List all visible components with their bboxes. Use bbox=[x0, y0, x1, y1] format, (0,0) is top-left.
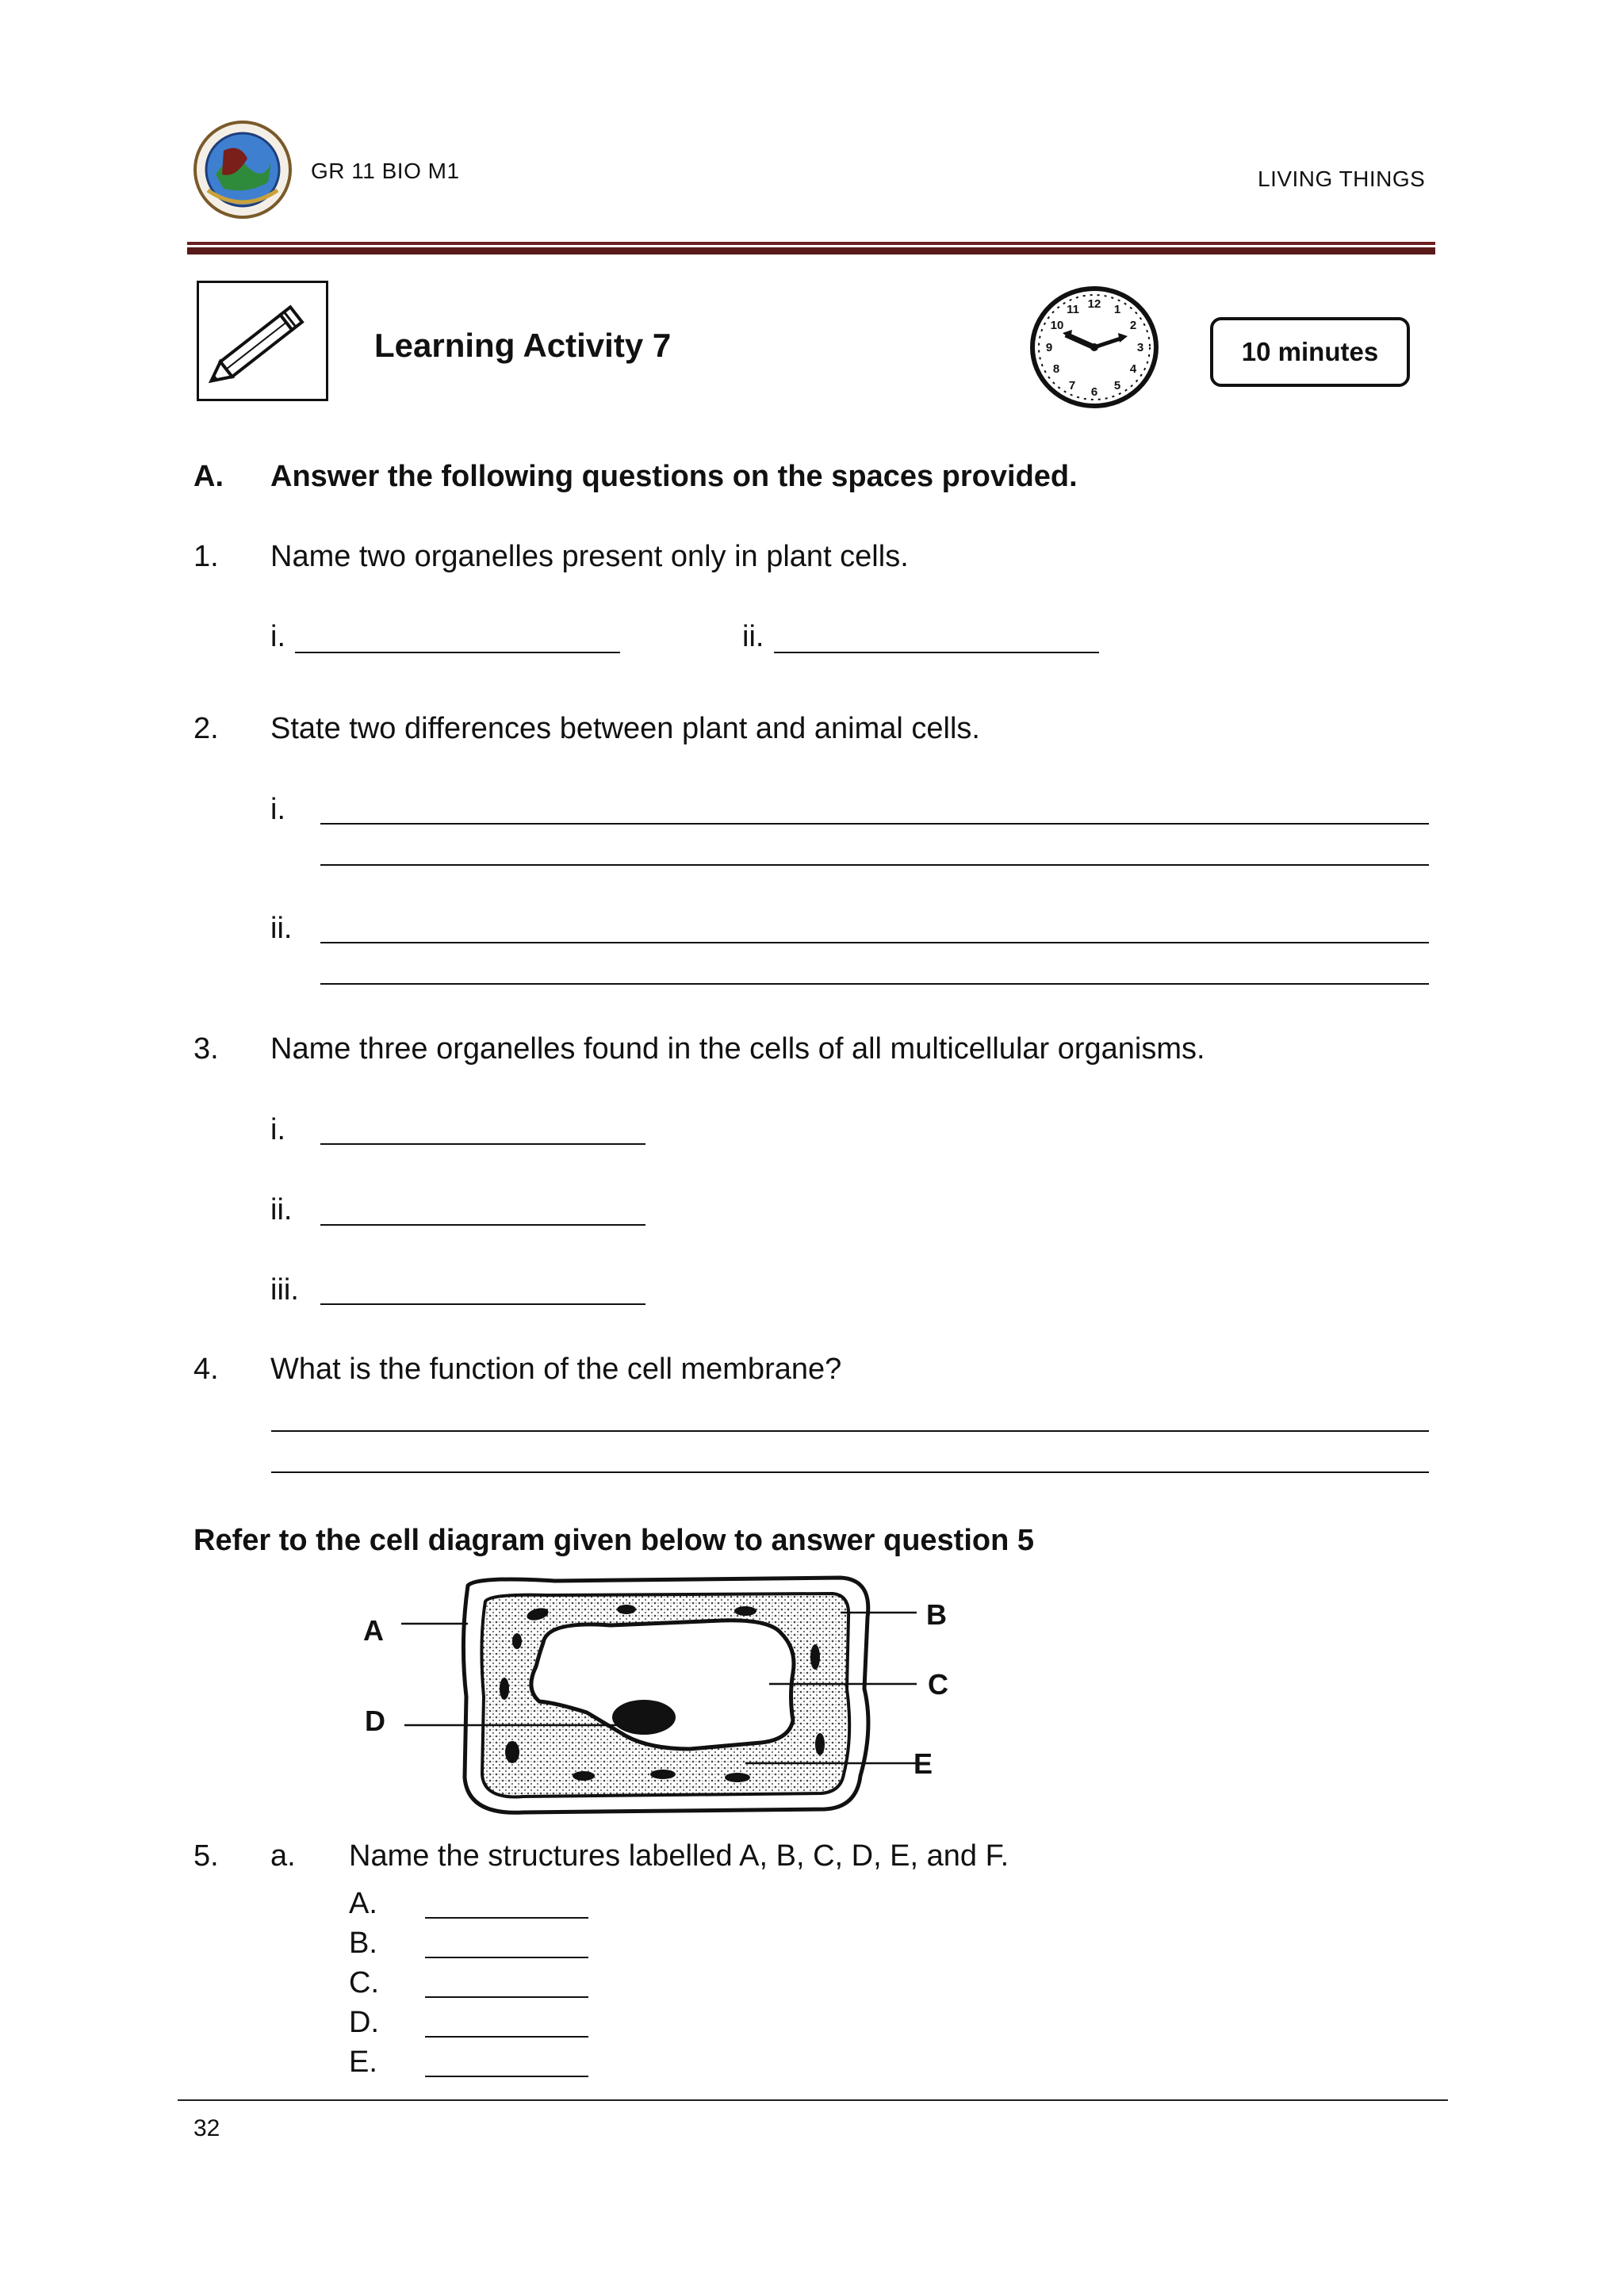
svg-text:11: 11 bbox=[1067, 303, 1079, 316]
course-code: GR 11 BIO M1 bbox=[311, 159, 460, 183]
q1-ii-answer-line[interactable] bbox=[774, 652, 1099, 653]
section-instruction: Answer the following questions on the spaces provided. bbox=[270, 460, 1078, 493]
diagram-label-c: C bbox=[928, 1668, 948, 1701]
q3-i-answer-line[interactable] bbox=[320, 1143, 645, 1145]
q5-text: Name the structures labelled A, B, C, D, E, and F. bbox=[349, 1839, 1009, 1873]
module-title: LIVING THINGS bbox=[1258, 166, 1426, 191]
footer-rule bbox=[178, 2099, 1448, 2101]
q1-i-label: i. bbox=[270, 620, 285, 653]
diagram-label-e: E bbox=[914, 1747, 933, 1780]
q2-ii-label: ii. bbox=[270, 912, 293, 945]
svg-text:2: 2 bbox=[1129, 319, 1137, 332]
svg-text:7: 7 bbox=[1068, 379, 1076, 392]
q5-answer-line-a[interactable] bbox=[425, 1917, 588, 1919]
section-letter: A. bbox=[193, 460, 224, 493]
q5-label-b: B. bbox=[349, 1927, 377, 1960]
activity-title: Learning Activity 7 bbox=[374, 327, 672, 364]
q5-answer-line-b[interactable] bbox=[425, 1957, 588, 1958]
q5-answer-line-d[interactable] bbox=[425, 2036, 588, 2038]
q1-number: 1. bbox=[193, 540, 219, 573]
q3-i-label: i. bbox=[270, 1113, 285, 1146]
page-number: 32 bbox=[193, 2115, 220, 2141]
q2-number: 2. bbox=[193, 712, 219, 745]
q1-text: Name two organelles present only in plant cells. bbox=[270, 540, 909, 573]
q3-iii-label: iii. bbox=[270, 1273, 299, 1307]
q3-number: 3. bbox=[193, 1032, 219, 1066]
clock-icon bbox=[1028, 284, 1161, 411]
svg-text:4: 4 bbox=[1129, 362, 1137, 376]
q3-ii-answer-line[interactable] bbox=[320, 1224, 645, 1226]
q4-answer-line-2[interactable] bbox=[271, 1471, 1429, 1473]
svg-text:9: 9 bbox=[1045, 341, 1053, 354]
q2-i-answer-line-2[interactable] bbox=[320, 864, 1429, 866]
q4-text: What is the function of the cell membrane? bbox=[270, 1353, 842, 1386]
nucleus bbox=[612, 1700, 676, 1735]
q5-answer-line-e[interactable] bbox=[425, 2076, 588, 2077]
time-badge bbox=[1210, 317, 1410, 387]
svg-text:6: 6 bbox=[1090, 385, 1098, 399]
q5-label-c: C. bbox=[349, 1966, 379, 1999]
q5-part: a. bbox=[270, 1839, 296, 1873]
diagram-label-a: A bbox=[363, 1614, 384, 1647]
q2-ii-answer-line-1[interactable] bbox=[320, 942, 1429, 943]
q2-ii-answer-line-2[interactable] bbox=[320, 983, 1429, 985]
svg-text:3: 3 bbox=[1136, 341, 1144, 354]
q5-label-d: D. bbox=[349, 2006, 379, 2039]
q2-text: State two differences between plant and animal cells. bbox=[270, 712, 980, 745]
q5-label-e: E. bbox=[349, 2045, 377, 2079]
q3-text: Name three organelles found in the cells of all multicellular organisms. bbox=[270, 1032, 1205, 1066]
svg-text:1: 1 bbox=[1113, 303, 1121, 316]
svg-text:8: 8 bbox=[1052, 362, 1060, 376]
q4-answer-line-1[interactable] bbox=[271, 1430, 1429, 1432]
q2-i-label: i. bbox=[270, 793, 285, 826]
time-badge-label: 10 minutes bbox=[1241, 337, 1379, 366]
diagram-label-d: D bbox=[365, 1705, 385, 1737]
q1-i-answer-line[interactable] bbox=[295, 652, 620, 653]
q5-label-a: A. bbox=[349, 1887, 377, 1920]
header-rule-thin bbox=[187, 242, 1435, 245]
svg-text:12: 12 bbox=[1087, 297, 1101, 311]
q1-ii-label: ii. bbox=[742, 620, 764, 653]
diagram-label-b: B bbox=[926, 1598, 947, 1631]
plant-cell-diagram bbox=[349, 1570, 983, 1823]
q4-number: 4. bbox=[193, 1353, 219, 1386]
pencil-icon bbox=[197, 281, 328, 401]
svg-text:5: 5 bbox=[1113, 379, 1121, 392]
diagram-instruction: Refer to the cell diagram given below to answer question 5 bbox=[193, 1524, 1035, 1557]
q5-number: 5. bbox=[193, 1839, 219, 1873]
logo bbox=[192, 119, 293, 220]
q2-i-answer-line-1[interactable] bbox=[320, 823, 1429, 825]
q3-ii-label: ii. bbox=[270, 1193, 293, 1226]
svg-text:10: 10 bbox=[1050, 319, 1064, 332]
q5-answer-line-c[interactable] bbox=[425, 1996, 588, 1998]
header-rule-thick bbox=[187, 247, 1435, 254]
q3-iii-answer-line[interactable] bbox=[320, 1303, 645, 1305]
